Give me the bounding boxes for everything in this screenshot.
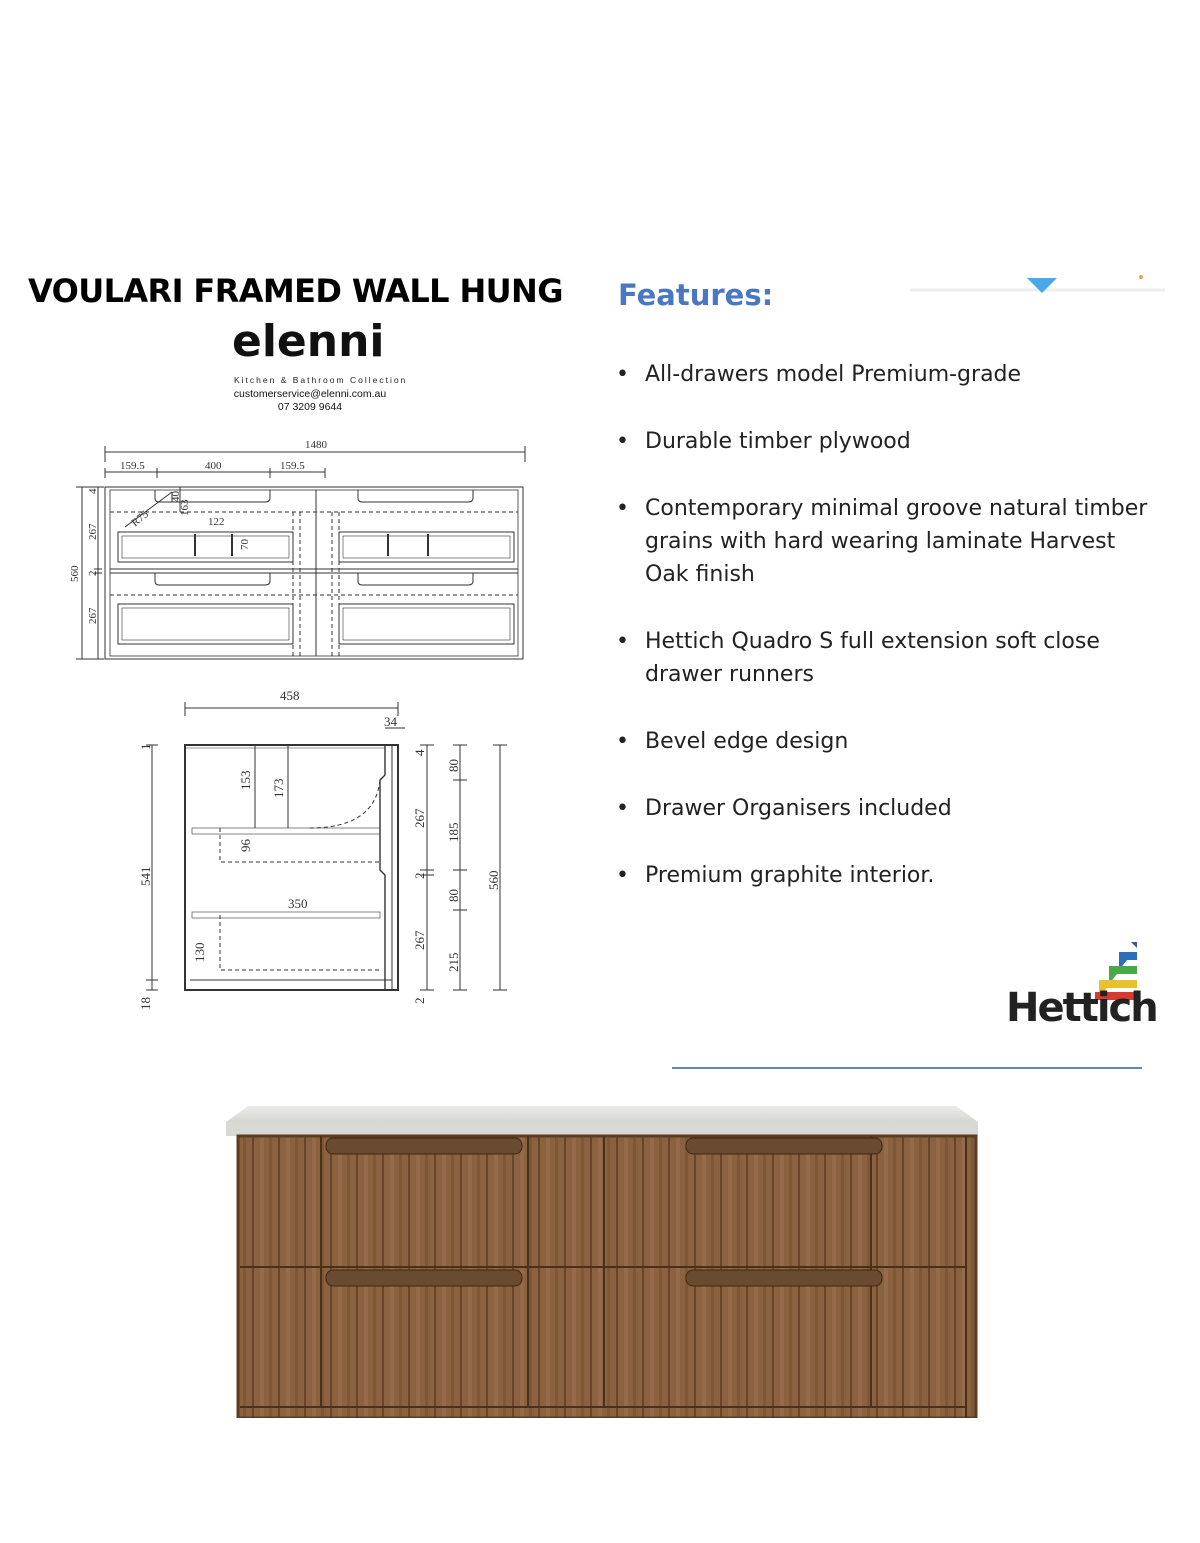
dim-segment-mid: 400 <box>205 460 222 472</box>
dim-130: 130 <box>192 942 207 962</box>
feature-item: • Premium graphite interior. <box>612 859 1152 892</box>
hettich-logo: Hettich <box>1006 985 1157 1031</box>
dim-153: 153 <box>238 770 253 790</box>
dim-inner-height: 541 <box>138 866 153 886</box>
dim-350: 350 <box>288 896 308 911</box>
dim-base: 18 <box>138 997 153 1010</box>
dim-r80b: 80 <box>446 889 461 902</box>
dim-r185: 185 <box>446 822 461 842</box>
dim-96: 96 <box>238 839 253 852</box>
dim-org-width: 122 <box>208 516 225 528</box>
elenni-logo: elenni <box>232 316 385 367</box>
dim-org-height: 70 <box>239 539 251 550</box>
dim-notch-40: 40 <box>170 491 182 502</box>
contact-phone[interactable]: 07 3209 9644 <box>277 401 343 413</box>
dim-r2b: 2 <box>412 997 427 1004</box>
side-section-drawing <box>130 680 530 1025</box>
page-title: VOULARI FRAMED WALL HUNG <box>28 272 563 310</box>
dim-r215: 215 <box>446 952 461 972</box>
feature-item: • Bevel edge design <box>612 725 1152 758</box>
feature-item: • Durable timber plywood <box>612 425 1152 458</box>
feature-item: • Drawer Organisers included <box>612 792 1152 825</box>
dim-r267a: 267 <box>412 808 427 828</box>
dim-173: 173 <box>271 778 286 798</box>
dim-r560: 560 <box>486 870 501 890</box>
dim-overall-height: 560 <box>69 565 81 582</box>
contact-email[interactable]: customerservice@elenni.com.au <box>233 388 387 400</box>
vanity-product-image <box>226 1102 978 1418</box>
features-list <box>612 358 1152 926</box>
dim-gap: 2 <box>87 570 99 576</box>
front-elevation-drawing <box>60 432 540 667</box>
feature-item: • Hettich Quadro S full extension soft close drawer runners <box>612 625 1152 691</box>
dim-r267b: 267 <box>412 930 427 950</box>
dim-segment-right: 159.5 <box>280 460 305 472</box>
dim-overall-width: 1480 <box>305 439 327 451</box>
feature-item: • Contemporary minimal groove natural timber grains with hard wearing laminate Harvest Oak finish <box>612 492 1152 591</box>
dim-r2a: 2 <box>412 872 427 879</box>
dim-notch-163: 163 <box>179 499 191 516</box>
feature-item: • All-drawers model Premium-grade <box>612 358 1152 391</box>
dim-r80a: 80 <box>446 759 461 772</box>
dim-drawer-bottom: 267 <box>87 607 99 624</box>
dim-top-gap: 4 <box>87 488 99 494</box>
divider <box>672 1067 1142 1069</box>
dim-r4: 4 <box>412 749 427 756</box>
dim-drawer-top: 267 <box>87 523 99 540</box>
decorative-banner-icon <box>905 268 1170 296</box>
dim-depth: 458 <box>280 688 300 703</box>
dim-radius: R75 <box>129 508 151 530</box>
dim-front-thk: 34 <box>384 714 397 729</box>
brand-tagline: Kitchen & Bathroom Collection <box>234 375 408 385</box>
dim-top-1: 1 <box>138 743 153 750</box>
dim-segment-left: 159.5 <box>120 460 145 472</box>
features-heading: Features: <box>618 278 774 312</box>
